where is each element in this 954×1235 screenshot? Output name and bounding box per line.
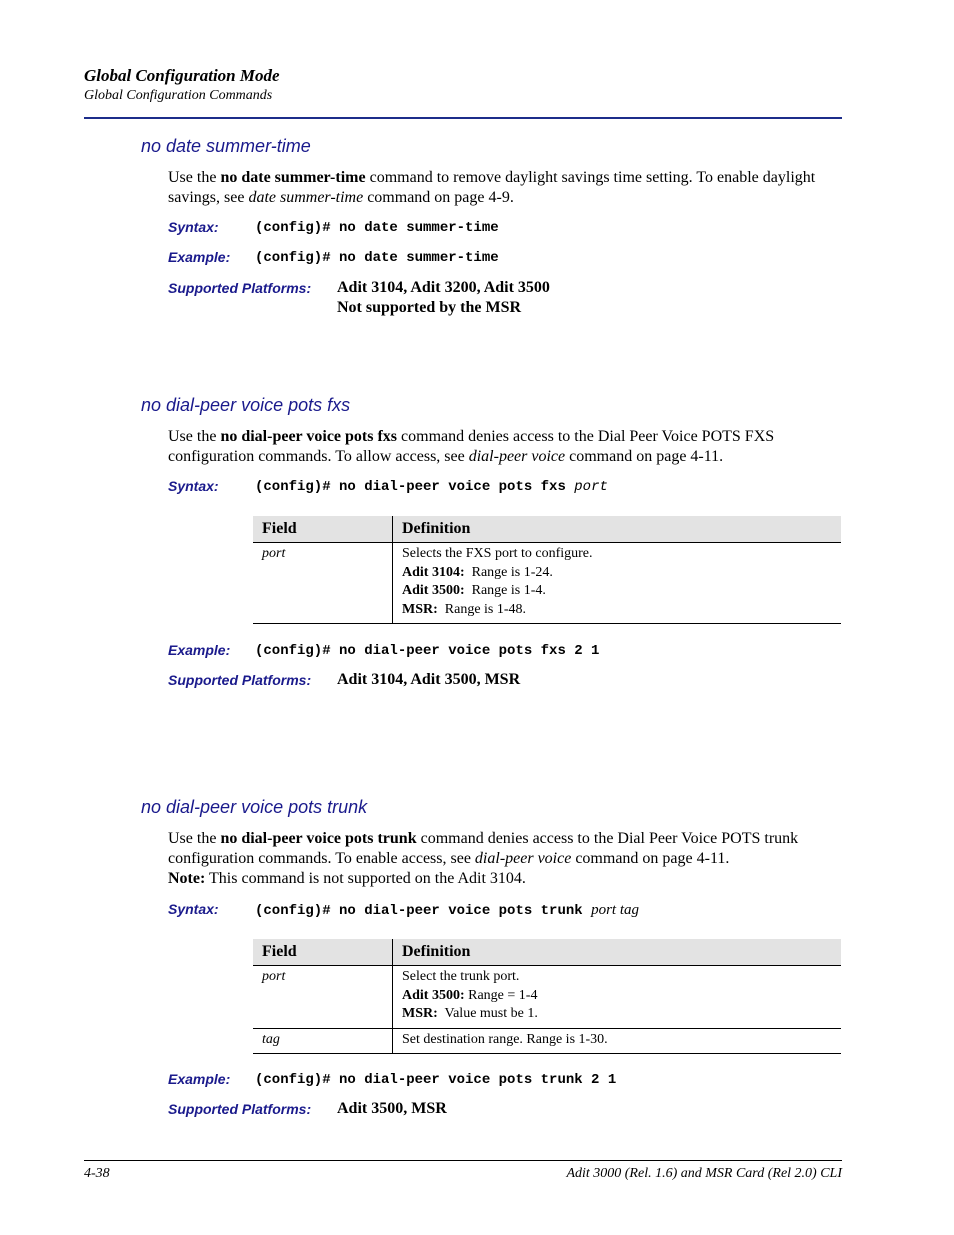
table-cell-field: tag xyxy=(253,1028,393,1054)
header-rule xyxy=(84,117,842,119)
syntax-label: Syntax: xyxy=(168,478,219,494)
example-label: Example: xyxy=(168,1071,231,1087)
platforms-note: Not supported by the MSR xyxy=(337,299,522,316)
table-row xyxy=(253,543,841,624)
table-header-definition: Definition xyxy=(393,939,842,966)
table-cell-definition: Select the trunk port. Adit 3500: Range = 1-4 MSR: Value must be 1. xyxy=(393,966,842,1029)
section-1-description: Use the no date summer-time command to remove daylight savings time setting. To enable daylight savings, see date summer-time command on page 4-9. xyxy=(168,169,816,206)
field-definition-table xyxy=(253,516,841,624)
page-number: 4-38 xyxy=(84,1166,110,1181)
table-row xyxy=(253,966,841,1029)
section-3-description: Use the no dial-peer voice pots trunk command denies access to the Dial Peer Voice POTS trunk configuration commands. To enable access, see dial-peer voice command on page 4-11. Note: This command is not supported on the Adit 3104. xyxy=(168,830,799,887)
syntax-code: (config)# no dial-peer voice pots fxs port xyxy=(255,479,608,495)
example-code: (config)# no date summer-time xyxy=(255,250,499,266)
table-header-field: Field xyxy=(253,516,393,543)
platforms-label: Supported Platforms: xyxy=(168,672,312,688)
table-header-definition: Definition xyxy=(393,516,842,543)
syntax-code: (config)# no date summer-time xyxy=(255,220,499,236)
table-cell-definition: Selects the FXS port to configure. Adit 3104: Range is 1-24. Adit 3500: Range is 1-4. MSR: Range is 1-48. xyxy=(393,543,842,624)
table-header-field: Field xyxy=(253,939,393,966)
document-title: Adit 3000 (Rel. 1.6) and MSR Card (Rel 2.0) CLI xyxy=(566,1166,842,1181)
table-header-row xyxy=(253,939,841,966)
example-label: Example: xyxy=(168,249,231,265)
table-row xyxy=(253,1028,841,1054)
section-heading-no-dial-peer-voice-pots-fxs: no dial-peer voice pots fxs xyxy=(141,395,351,415)
platforms-label: Supported Platforms: xyxy=(168,280,312,296)
footer-rule xyxy=(84,1160,842,1161)
platforms-label: Supported Platforms: xyxy=(168,1101,312,1117)
section-heading-no-dial-peer-voice-pots-trunk: no dial-peer voice pots trunk xyxy=(141,797,368,817)
table-cell-definition: Set destination range. Range is 1-30. xyxy=(393,1028,842,1054)
table-cell-field: port xyxy=(253,543,393,624)
platforms-value: Adit 3104, Adit 3500, MSR xyxy=(337,671,521,688)
section-heading-no-date-summer-time: no date summer-time xyxy=(141,136,311,156)
example-code: (config)# no dial-peer voice pots fxs 2 1 xyxy=(255,643,600,659)
running-header-subtitle: Global Configuration Commands xyxy=(84,88,273,103)
platforms-value: Adit 3104, Adit 3200, Adit 3500 xyxy=(337,279,550,296)
field-definition-table xyxy=(253,939,841,1054)
example-code: (config)# no dial-peer voice pots trunk 2 1 xyxy=(255,1072,617,1088)
table-cell-field: port xyxy=(253,966,393,1029)
table-header-row xyxy=(253,516,841,543)
syntax-label: Syntax: xyxy=(168,901,219,917)
syntax-code: (config)# no dial-peer voice pots trunk port tag xyxy=(255,902,639,919)
section-2-description: Use the no dial-peer voice pots fxs command denies access to the Dial Peer Voice POTS FXS configuration commands. To allow access, see dial-peer voice command on page 4-11. xyxy=(168,428,775,465)
platforms-value: Adit 3500, MSR xyxy=(337,1100,447,1117)
syntax-label: Syntax: xyxy=(168,219,219,235)
running-header-title: Global Configuration Mode xyxy=(84,66,280,85)
example-label: Example: xyxy=(168,642,231,658)
